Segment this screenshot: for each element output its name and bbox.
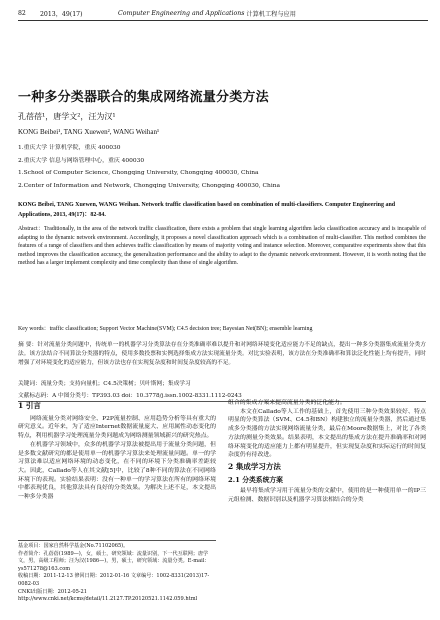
affiliations bbox=[18, 142, 280, 192]
authors-chinese: 孔蓓蓓¹，唐学文²，汪为汉¹ bbox=[18, 112, 116, 121]
footnote-block bbox=[18, 540, 216, 604]
section-heading-intro: 1 引言 bbox=[18, 401, 41, 410]
right-column bbox=[228, 399, 426, 505]
paper-title: 一种多分类器联合的集成网络流量分类方法 bbox=[18, 90, 269, 105]
affiliation-line: 2.Center of Information and Network, Chongqing University, Chongqing 400030, China bbox=[18, 182, 281, 189]
affiliation-line: 1.重庆大学 计算机学院，重庆 400030 bbox=[18, 145, 121, 151]
affiliation-line: 1.School of Computer Science, Chongqing University, Chongqing 400030, China bbox=[18, 170, 259, 176]
left-column bbox=[18, 399, 216, 502]
english-abstract: Abstract：Traditionally, in the area of the network traffic classification, there exists a problem that single learning algorithm lacks classification accuracy and is incapable of adapting to the dynamic network environment. Accordingly, it proposes a novel classification approach which is a combination of multi-classifier. This method combines the features of a range of classifiers and then achieves traffic classification by means of majority voting and instance selection. Moreover, comparative experiments show that this method improves the classification accuracy, the generalization performance and the ability to adapt to the dynamic network environment. However, it is worth noting that the method has a larger implement complexity and time complexity than these of single algorithm. bbox=[18, 226, 426, 267]
journal-name: Computer Engineering and Applications bbox=[118, 9, 245, 17]
page-number: 82 bbox=[18, 9, 26, 17]
body-paragraph: 网络流量分类对网络安全、P2P流量控制、应用趋势分析等具有重大的研究意义。近年来，为了适应Internet数据流量庞大、应用属性动态变化的特点，利用机器学习处理流量分类问题成为网络测量领域新兴的研究热点。 bbox=[18, 415, 216, 440]
footnote-line: 收稿日期：2011-12-13 修回日期：2012-01-16 文章编号：1002-8331(2013)17-0082-03 bbox=[18, 573, 210, 587]
footnote-line: 作者简介：孔蓓蓓(1989—)，女，硕士，研究领域：流量识别，下一代互联网；唐学文，男，高级工程师；汪为汉(1986—)，男，硕士，研究领域：流量分类。E-mail：ys571278@163.com bbox=[18, 550, 210, 572]
authors-english: KONG Beibei¹, TANG Xuewen², WANG Weihan¹ bbox=[18, 128, 160, 136]
footnote-line: 基金项目：国家自然科学基金(No.71102065)。 bbox=[18, 543, 129, 549]
journal-name-cn: 计算机工程与应用 bbox=[246, 10, 296, 18]
footnote-line: CNKI出版日期：2012-05-21 http://www.cnki.net/kcms/detail/11.2127.TP.20120521.1142.059.html bbox=[18, 588, 198, 603]
body-paragraph: 组合的集成方案来提高流量分类的泛化能力。 bbox=[228, 400, 346, 406]
subsection-heading: 2.1 分类系统方案 bbox=[228, 475, 283, 484]
volume-info: 2013，49(17) bbox=[40, 10, 83, 18]
citation-line: KONG Beibei, TANG Xuewen, WANG Weihan. Network traffic classification based on combination of multi-classifiers. Computer Engineering and Applications, 2013, 49(17)：82-84. bbox=[18, 202, 396, 218]
section-heading-ensemble: 2 集成学习方法 bbox=[228, 461, 281, 471]
running-header bbox=[18, 6, 428, 21]
english-keywords: Key words：traffic classification; Support Vector Machine(SVM); C4.5 decision tree; Bayesian Net(BN); ensemble learning bbox=[18, 326, 313, 332]
chinese-abstract: 摘 要：针对流量分类问题中，传统单一的机器学习分类算法存在分类准确率难以提升和对网络环境变化适应能力不足的缺点，提出一种多分类器集成流量分类方法。该方法结合不同算法分类器的特点，使用多数投票和实例选择集成方法实现流量分类。对比实验表明，该方法在分类准确率和算法泛化性能上均有提升，同时增强了对环境变化的适应能力，但该方法也存在实现复杂度和时间复杂度较高的不足。 bbox=[18, 342, 426, 367]
affiliation-line: 2.重庆大学 信息与网络管理中心，重庆 400030 bbox=[18, 157, 145, 164]
body-paragraph: 在机器学习领域中，众多的机器学习算法被提出用于流量分类问题，但是多数文献研究的都是使用单一的机器学习算法来处理流量问题。单一的学习算法难以适应网络环境的动态变化，在不同的环境下分类准确率差距较大。因此，Callado等人在其文献[5]中，比较了8种不同的算法在不同网络环境下的表现。实验结果表明：没有一种单一的学习算法在所有的网络环境中都表现优良，其他算法具有良好的分类效果。为解决上述不足，本文提出一种多分类器 bbox=[18, 441, 216, 501]
body-paragraph: 最早将集成学习用于流量分类的文献中，使用的是一种使用单一的IP三元组检测、数据识别以及机器学习算法相结合的分类 bbox=[228, 488, 426, 504]
chinese-keywords: 关键词：流量分类；支持向量机；C4.5决策树；贝叶斯网；集成学习 bbox=[18, 381, 191, 387]
document-info-line: 文献标志码：A 中图分类号：TP393.03 doi：10.3778/j.issn.1002-8331.1112-0243 bbox=[18, 390, 426, 402]
body-paragraph: 本文在Callado等人工作的基础上，首先使用三种分类效果较好、特点明显的分类算法（SVM、C4.5和BN）构建独立的流量分类器，然后通过集成多分类器的方法实现网络流量分类，最后在Moore数据集上，对比了各类方法的测量分类效果。结果表明，本文提出的集成方法在提升准确率和对网络环境变化的适应能力上都有明显提升，但实现复杂度和实际运行的时间复杂度仍有待改进。 bbox=[228, 408, 426, 459]
